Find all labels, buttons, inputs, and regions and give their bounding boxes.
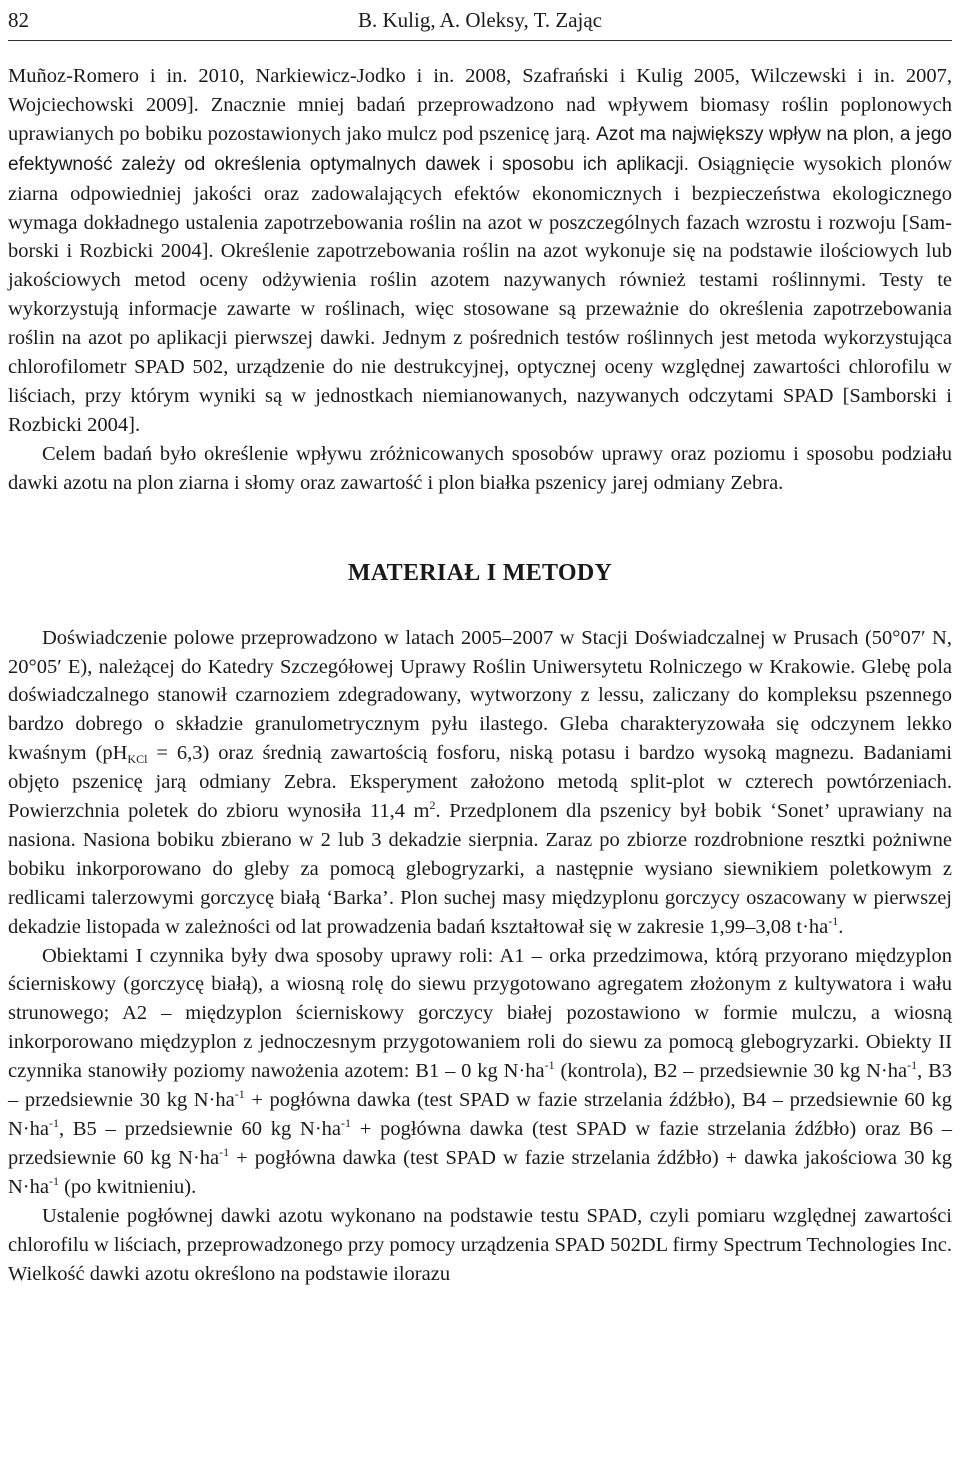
superscript-2: 2 — [429, 798, 436, 813]
running-header-authors: B. Kulig, A. Oleksy, T. Zając — [358, 8, 602, 32]
methods-p2-text-e: , B5 – przedsiewnie 60 kg N·ha — [58, 1118, 341, 1140]
methods-p2-text-d: + pogłówna dawka (test SPAD w fazie strzelania źdźbło), B4 – przedsiewnie 60 kg N·ha — [8, 1089, 952, 1140]
superscript-minus-1: -1 — [341, 1116, 351, 1130]
section-heading: MATERIAŁ I METODY — [347, 559, 613, 586]
methods-p2-text-f: + pogłówna dawka (test SPAD w fazie strzelania źdźbło) oraz B6 – przedsiewnie 60 kg N·ha — [8, 1118, 952, 1169]
subscript-kcl: KCl — [127, 752, 148, 767]
methods-p2-text-g: + pogłówna dawka (test SPAD w fazie strzelania źdźbło) + dawka jakościowa 30 kg N·ha — [8, 1146, 952, 1198]
methods-p1-text-c: . Przedplonem dla pszenicy był bobik ‘Sonet’ uprawiany na nasiona. Nasiona bobiku zbierano w 2 lub 3 dekadzie sierpnia. Zaraz po zbiorze rozdrobnione resztki pożniwne bobiku inkorporowano do gleby za pomocą glebogryzarki, a następnie wysiano siewnikiem poletkowym z redlicami talerzowymi gorczycę białą ‘Barka’. Plon suchej masy międzyplonu gorczycy oszacowany w pierwszej dekadzie listopada w zależności od lat prowadzenia badań kształtował się w zakresie 1,99–3,08 t·ha — [8, 800, 952, 938]
header-divider — [8, 40, 952, 41]
superscript-minus-1: -1 — [48, 1116, 59, 1130]
superscript-minus-1: -1 — [48, 1173, 59, 1188]
intro-text-a: Muñoz-Romero i in. 2010, Narkiewicz-Jodko i in. 2008, Szafrański i Kulig 2005, Wilczewski i in. 2007, Wojciechowski 2009]. Znacznie mniej badań przeprowadzono nad wpływem biomasy roślin poplonowych uprawianych po bobiku pozostawionych jako mulcz pod pszenicę jarą. — [8, 65, 952, 145]
intro-text-b: Osiągnięcie wysokich plonów ziarna odpowiedniej jakości oraz zadowalających efektów ekonomicznych i bezpieczeństwa ekologicznego wymaga dokładnego ustalenia zapotrzebowania roślin na azot w poszczególnych fazach wzrostu i rozwoju [Samborski i Rozbicki 2004]. Określenie zapotrzebowania roślin na azot wykonuje się na podstawie ilościowych lub jakościowych metod oceny odżywienia roślin azotem nazywanych również testami roślinnymi. Testy te wykorzystują informacje zawarte w roślinach, więc stosowane są przeważnie do określenia zapotrzebowania roślin na azot po aplikacji pierwszej dawki. Jednym z pośrednich testów roślinnych jest metoda wykorzystująca chlorofilometr SPAD 502, urządzenie do nie destrukcyjnej, optycznej oceny względnej zawartości chlorofilu w liściach, przy którym wyniki są w jednostkach niemianowanych, nazywanych odczytami SPAD [Samborski i Rozbicki 2004]. — [8, 152, 952, 436]
superscript-minus-1: -1 — [544, 1058, 555, 1073]
methods-p1-text-b: = 6,3) oraz średnią zawartością fosforu, niską potasu i bardzo wysoką magnezu. Badaniami objęto pszenicę jarą odmiany Zebra. Eksperyment założono metodą split-plot w czterech powtórzeniach. Powierzchnia poletek do zbioru wynosiła 11,4 m — [8, 742, 952, 823]
methods-p2-text-b: (kontrola), B2 – przedsiewnie 30 kg N·ha — [554, 1060, 908, 1083]
methods-paragraph-2 — [8, 942, 952, 1202]
superscript-minus-1: -1 — [907, 1058, 918, 1073]
methods-p2-text-a: Obiektami I czynnika były dwa sposoby uprawy roli: A1 – orka przedzimowa, którą przyorano międzyplon ścierniskowy (gorczycę białą), a wiosną rolę do siewu przygotowano agregatem złożonym z kultywatora i wału strunowego; A2 – międzyplon ścierniskowy gorczycy białej pozostawiono w formie mulczu, a wiosną inkorporowano międzyplon z jednoczesnym przygotowaniem roli do siewu za pomocą glebogryzarki. Obiekty II czynnika stanowiły poziomy nawożenia azotem: B1 – 0 kg N·ha — [8, 944, 952, 1083]
intro-paragraph-1 — [8, 62, 952, 440]
intro-text-sans: Azot ma największy wpływ na plon, a jego efektywność zależy od określenia optymalnych dawek i sposobu ich aplikacji. — [8, 123, 952, 175]
methods-paragraph-3: Ustalenie pogłównej dawki azotu wykonano na podstawie testu SPAD, czyli pomiaru względnej zawartości chlorofilu w liściach, przeprowadzonego przy pomocy urządzenia SPAD 502DL firmy Spectrum Technologies Inc. Wielkość dawki azotu określono na podstawie ilorazu — [8, 1204, 952, 1285]
superscript-minus-1: -1 — [828, 913, 839, 928]
superscript-minus-1: -1 — [219, 1144, 230, 1159]
methods-paragraph-1 — [8, 624, 952, 942]
intro-paragraph-2: Celem badań było określenie wpływu zróżnicowanych sposobów uprawy oraz poziomu i sposobu podziału dawki azotu na plon ziarna i słomy oraz zawartość i plon białka pszenicy jarej odmiany Zebra. — [8, 442, 952, 494]
article-body — [8, 62, 952, 1288]
methods-p2-text-h: (po kwitnieniu). — [58, 1175, 197, 1198]
running-header — [8, 0, 952, 40]
methods-p2-text-c: , B3 – przedsiewnie 30 kg N·ha — [8, 1060, 952, 1112]
page-number: 82 — [8, 8, 29, 32]
superscript-minus-1: -1 — [234, 1087, 245, 1102]
methods-p1-text-d: . — [838, 915, 844, 938]
methods-p1-text-a: Doświadczenie polowe przeprowadzono w latach 2005–2007 w Stacji Doświadczalnej w Prusach (50°07′ N, 20°05′ E), należącej do Katedry Szczegółowej Uprawy Roślin Uniwersytetu Rolniczego w Krakowie. Glebę pola doświadczalnego stanowił czarnoziem zdegradowany, wytworzony z lessu, zaliczany do kompleksu pszennego bardzo dobrego o składzie granulometrycznym pyłu ilastego. Gleba charakteryzowała się odczynem lekko kwaśnym (pH — [8, 626, 952, 765]
